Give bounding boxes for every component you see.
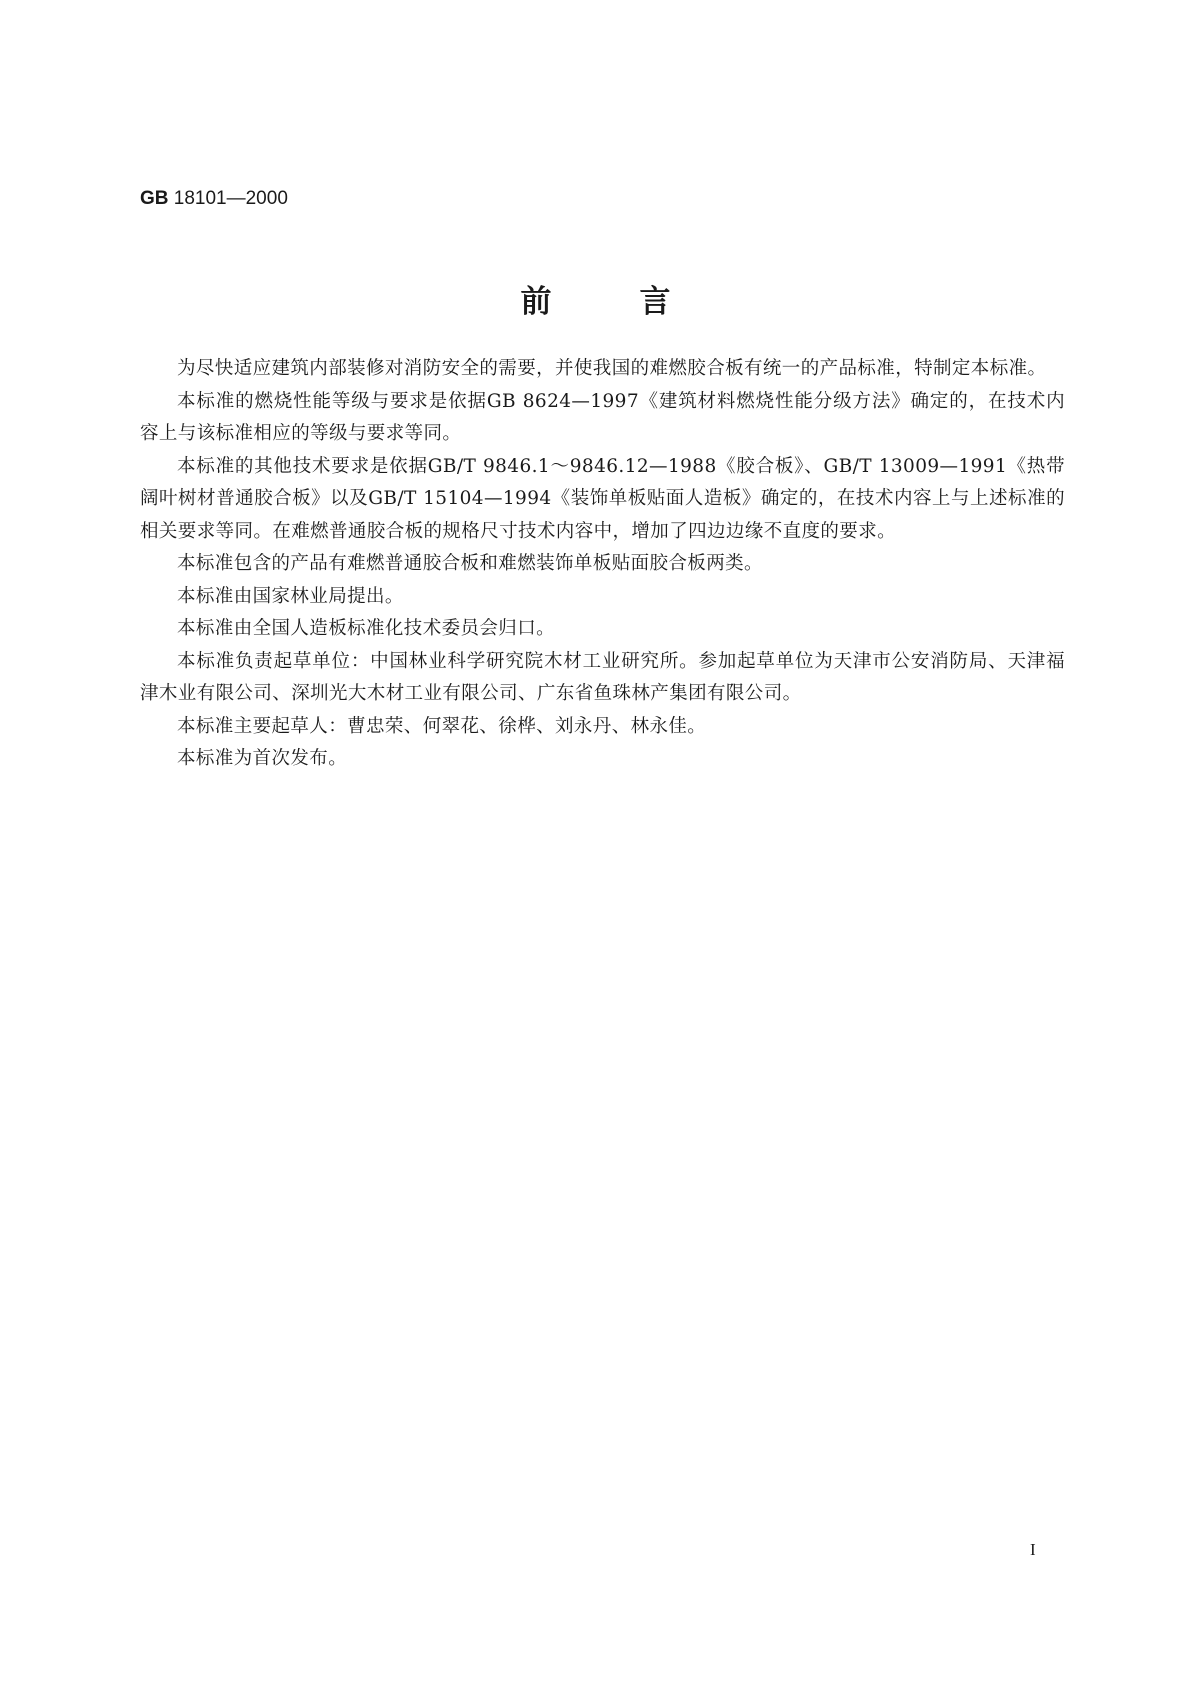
standard-prefix: GB (140, 188, 169, 209)
standard-number (140, 188, 288, 210)
page-number: I (1030, 1540, 1036, 1559)
paragraph-combustion-basis: 本标准的燃烧性能等级与要求是依据GB 8624—1997《建筑材料燃烧性能分级方法》确定的，在技术内容上与该标准相应的等级与要求等同。 (140, 390, 1065, 444)
paragraph-product-scope: 本标准包含的产品有难燃普通胶合板和难燃装饰单板贴面胶合板两类。 (177, 553, 763, 574)
foreword-body (140, 353, 1065, 776)
page-title: 前言 (520, 284, 759, 320)
paragraph-drafters: 本标准主要起草人：曹忠荣、何翠花、徐桦、刘永丹、林永佳。 (177, 715, 707, 737)
paragraph-first-issue: 本标准为首次发布。 (177, 748, 348, 769)
standard-code: 18101—2000 (173, 188, 288, 209)
paragraph-technical-basis: 本标准的其他技术要求是依据GB/T 9846.1～9846.12—1988《胶合板》、GB/T 13009—1991《热带阔叶树材普通胶合板》以及GB/T 15104—1994《装饰单板贴面人造板》确定的，在技术内容上与上述标准的相关要求等同。在难燃普通胶合板的规格尺寸技术内容中，增加了四边边缘不直度的要求。 (140, 455, 1065, 542)
paragraph-committee: 本标准由全国人造板标准化技术委员会归口。 (177, 618, 556, 639)
paragraph-drafting-units: 本标准负责起草单位：中国林业科学研究院木材工业研究所。参加起草单位为天津市公安消防局、天津福津木业有限公司、深圳光大木材工业有限公司、广东省鱼珠林产集团有限公司。 (140, 650, 1065, 704)
paragraph-purpose: 为尽快适应建筑内部装修对消防安全的需要，并使我国的难燃胶合板有统一的产品标准，特制定本标准。 (177, 358, 1047, 379)
paragraph-proposer: 本标准由国家林业局提出。 (177, 585, 404, 607)
